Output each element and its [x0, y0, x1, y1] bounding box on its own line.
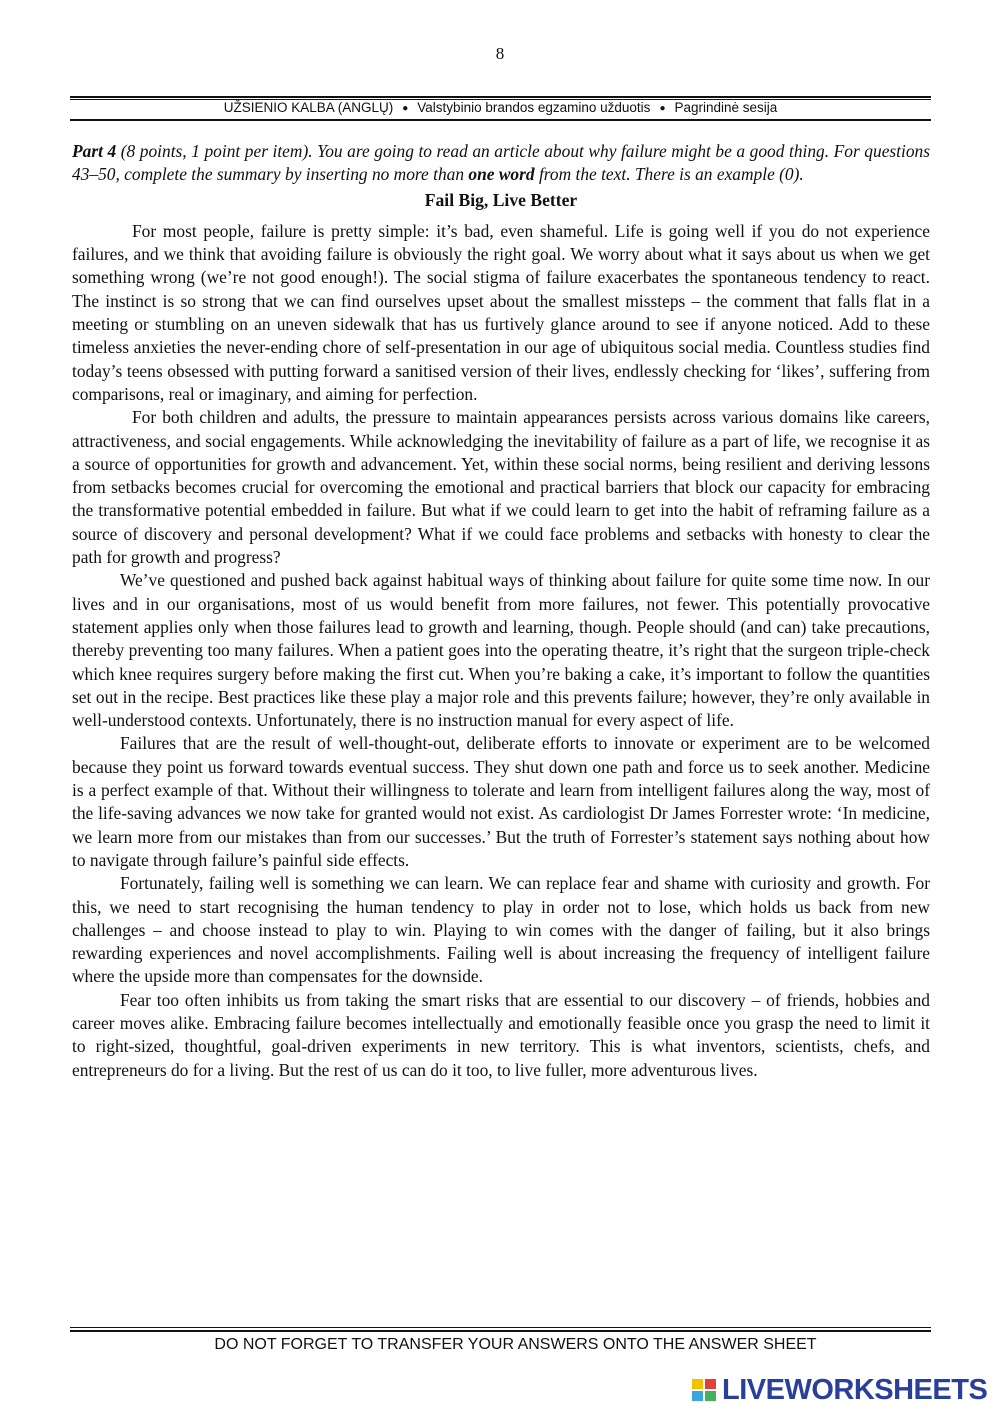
footer-divider-thin — [70, 1327, 931, 1328]
header-divider-top — [70, 96, 931, 98]
instructions-emphasis: one word — [468, 164, 535, 185]
header-session: Pagrindinė sesija — [674, 100, 778, 115]
header-subject: UŽSIENIO KALBA (ANGLŲ) — [223, 100, 394, 115]
footer-divider-thick — [70, 1330, 931, 1332]
header-separator: ● — [659, 103, 666, 114]
brand-name: LIVEWORKSHEETS — [722, 1373, 988, 1406]
page-number: 8 — [495, 44, 505, 63]
article-paragraph: Fortunately, failing well is something we can learn. We can replace fear and shame with curiosity and growth. For this, we need to start recognising the human tendency to play in order not to lose, which holds us back from new challenges – and choose instead to play to win. Playing to win comes with the danger of failing, but it also brings rewarding experiences and novel accomplishments. Failing well is about increasing the frequency of intelligent failure where the upside more than compensates for the downside. — [72, 873, 930, 987]
page-content — [72, 140, 930, 1082]
part-label: Part 4 — [72, 141, 117, 161]
footer-notice: DO NOT FORGET TO TRANSFER YOUR ANSWERS ONTO THE ANSWER SHEET — [214, 1336, 817, 1353]
article-paragraph: For both children and adults, the pressure to maintain appearances persists across various domains like careers, attractiveness, and social engagements. While acknowledging the inevitability of failure as a part of life, we recognise it as a source of opportunities for growth and advancement. Yet, within these social norms, being resilient and deriving lessons from setbacks becomes crucial for overcoming the emotional and practical barriers that block our capacity for embracing the transformative potential embedded in failure. But what if we could learn to get into the habit of reframing failure as a source of discovery and personal development? What if we could face problems and setbacks with honesty to clear the path for growth and progress? — [72, 407, 930, 568]
instructions-text-after: from the text. There is an example (0). — [534, 164, 804, 185]
article-paragraph: Fear too often inhibits us from taking the smart risks that are essential to our discovery – of friends, hobbies and career moves alike. Embracing failure becomes intellectually and emotionally feasible once you grasp the need to limit it to right-sized, thoughtful, goal-driven experiments in new territory. This is what inventors, scientists, chefs, and entrepreneurs do for a living. But the rest of us can do it too, to live fuller, more adventurous lives. — [72, 989, 930, 1080]
header-separator: ● — [402, 103, 409, 114]
liveworksheets-brand[interactable] — [690, 1372, 990, 1408]
header-divider-bottom — [70, 119, 931, 121]
article-paragraph: Failures that are the result of well-thought-out, deliberate efforts to innovate or experiment are to be welcomed because they point us forward towards eventual success. They shut down one path and force us to seek another. Medicine is a perfect example of that. Without their willingness to tolerate and learn from intelligent failures along the way, most of the life-saving advances we now take for granted would not exist. As cardiologist Dr James Forrester wrote: ‘In medicine, we learn more from our mistakes than from our successes.’ But the truth of Forrester’s statement says nothing about how to navigate through failure’s painful side effects. — [72, 733, 930, 870]
article-paragraph: For most people, failure is pretty simple: it’s bad, even shameful. Life is going well if you do not experience failures, and we think that avoiding failure is obviously the right goal. We worry about what it says about us when we get something wrong (we’re not good enough!). The social stigma of failure exacerbates the spontaneous tendency to react. The instinct is so strong that we can find ourselves upset about the smallest missteps – the comment that falls flat in a meeting or stumbling on an uneven sidewalk that has us furtively glance around to see if anyone noticed. Add to these timeless anxieties the never-ending chore of self-presentation in our age of ubiquitous social media. Countless studies find today’s teens obsessed with putting forward a sanitised version of their lives, endlessly checking for ‘likes’, suffering from comparisons, real or imaginary, and aiming for perfection. — [72, 220, 930, 404]
exam-header — [70, 99, 931, 118]
header-exam: Valstybinio brandos egzamino užduotis — [417, 100, 651, 115]
liveworksheets-logo-icon — [690, 1376, 718, 1404]
instructions-text-before: (8 points, 1 point per item). You are going to read an article about why failure might be a good thing. For questions 43–50, complete the summary by inserting no more than — [72, 141, 931, 185]
task-instructions — [72, 140, 930, 187]
article-title: Fail Big, Live Better — [424, 189, 578, 210]
article-paragraph: We’ve questioned and pushed back against habitual ways of thinking about failure for quite some time now. In our lives and in our organisations, most of us would benefit from more failures, not fewer. This potentially provocative statement applies only when those failures lead to growth and learning, though. People should (and can) take precautions, thereby preventing too many failures. When a patient goes into the operating theatre, it’s right that the surgeon triple-check which knee requires surgery before making the first cut. When you’re baking a cake, it’s important to follow the quantities set out in the recipe. Best practices like these play a major role and this prevents failure; however, they’re only available in well-understood contexts. Unfortunately, there is no instruction manual for every aspect of life. — [72, 570, 930, 731]
